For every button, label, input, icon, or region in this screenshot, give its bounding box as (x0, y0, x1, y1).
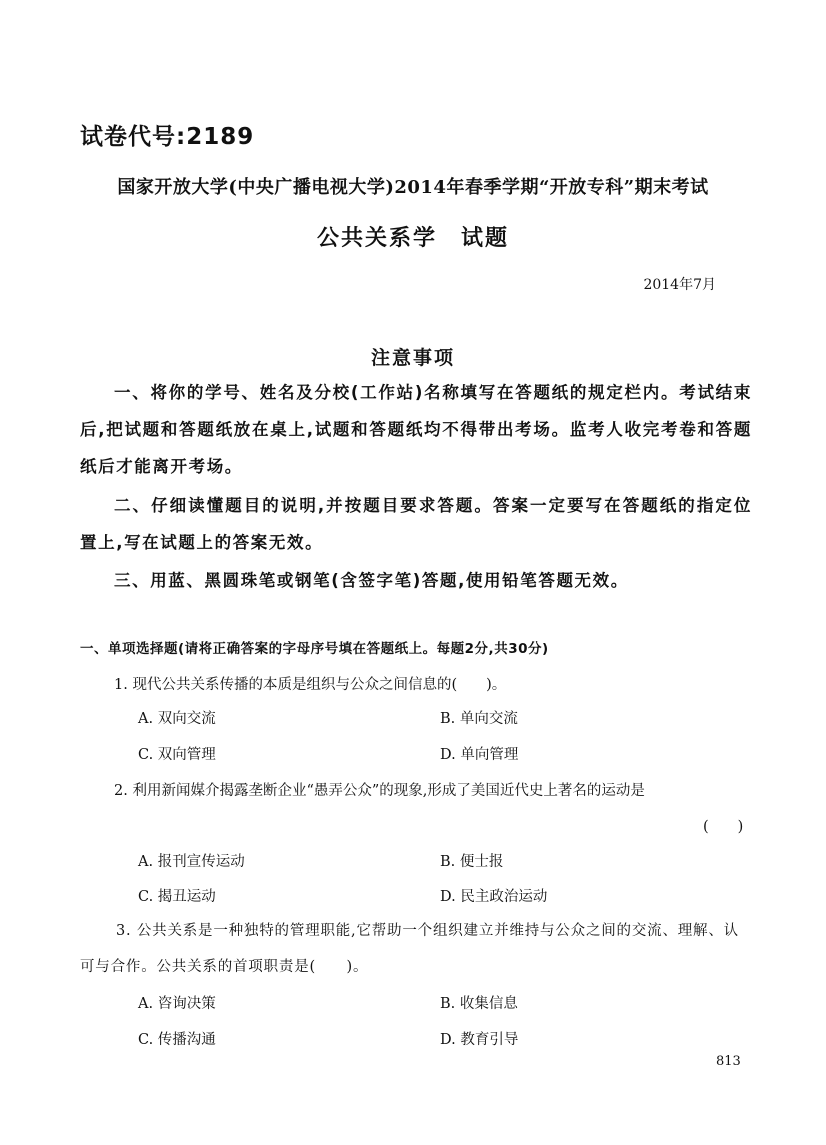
question-1-option-b: B. 单向交流 (440, 711, 518, 727)
question-3-option-b: B. 收集信息 (440, 996, 518, 1012)
notice-item-3: 三、用蓝、黑圆珠笔或钢笔(含签字笔)答题,使用铅笔答题无效。 (114, 571, 629, 590)
question-1-stem: 1. 现代公共关系传播的本质是组织与公众之间信息的( )。 (114, 677, 507, 693)
question-2-option-b: B. 便士报 (440, 854, 504, 870)
notice-item-1: 一、将你的学号、姓名及分校(工作站)名称填写在答题纸的规定栏内。考试结束后,把试题和答题纸放在桌上,试题和答题纸均不得带出考场。监考人收完考卷和答题纸后才能离开考场。 (80, 383, 752, 476)
question-1-option-c: C. 双向管理 (138, 747, 216, 763)
question-2-option-c: C. 揭丑运动 (138, 889, 216, 905)
subject-title: 公共关系学 试题 (316, 226, 509, 251)
page-number: 813 (716, 1054, 741, 1069)
notice-title: 注意事项 (370, 347, 455, 369)
question-2-option-a: A. 报刊宣传运动 (138, 854, 245, 870)
section-heading: 一、单项选择题(请将正确答案的字母序号填在答题纸上。每题2分,共30分) (80, 641, 549, 657)
paper-code: 试卷代号:2189 (80, 124, 255, 150)
question-3-option-a: A. 咨询决策 (138, 996, 216, 1012)
question-2-blank: ( ) (703, 819, 744, 835)
notice-item-2: 二、仔细读懂题目的说明,并按题目要求答题。答案一定要写在答题纸的指定位置上,写在试题上的答案无效。 (80, 496, 752, 552)
question-3-option-d: D. 教育引导 (440, 1032, 519, 1048)
question-3-option-c: C. 传播沟通 (138, 1032, 216, 1048)
question-2-stem: 2. 利用新闻媒介揭露垄断企业“愚弄公众”的现象,形成了美国近代史上著名的运动是 (114, 783, 645, 799)
question-2-option-d: D. 民主政治运动 (440, 889, 548, 905)
question-1-option-d: D. 单向管理 (440, 747, 519, 763)
question-3-stem: 3. 公共关系是一种独特的管理职能,它帮助一个组织建立并维持与公众之间的交流、理解、认可与合作。公共关系的首项职责是( )。 (80, 923, 739, 975)
exam-date: 2014年7月 (643, 277, 716, 293)
exam-title: 国家开放大学(中央广播电视大学)2014年春季学期“开放专科”期末考试 (117, 177, 709, 198)
question-1-option-a: A. 双向交流 (138, 711, 216, 727)
